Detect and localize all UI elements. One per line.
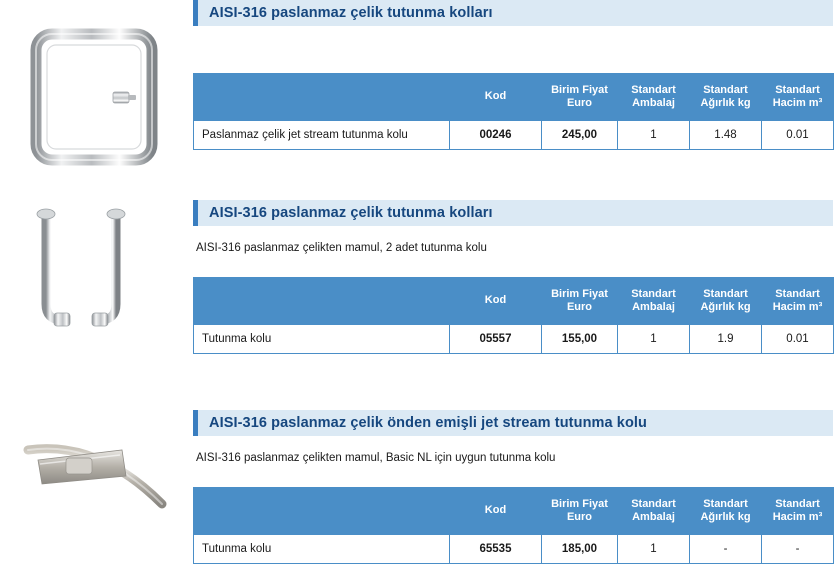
col-header-price-line2: Euro bbox=[566, 301, 593, 313]
section-title: AISI-316 paslanmaz çelik tutunma kolları bbox=[193, 200, 833, 226]
table-header-row bbox=[194, 278, 834, 325]
col-header-pack-line2: Ambalaj bbox=[632, 301, 675, 313]
cell-code: 65535 bbox=[450, 535, 542, 564]
col-header-price bbox=[542, 74, 618, 121]
col-header-price-line2: Euro bbox=[566, 97, 593, 109]
col-header-pack bbox=[618, 278, 690, 325]
price-table bbox=[193, 487, 834, 564]
col-header-weight-line1: Standart bbox=[703, 83, 748, 96]
col-header-name bbox=[194, 74, 450, 121]
col-header-price-line1: Birim Fiyat bbox=[551, 497, 608, 510]
cell-volume: 0.01 bbox=[762, 121, 834, 150]
cell-pack: 1 bbox=[618, 121, 690, 150]
col-header-volume bbox=[762, 488, 834, 535]
product-image-pair-of-grab-bars bbox=[10, 200, 185, 363]
col-header-price bbox=[542, 488, 618, 535]
col-header-pack-line1: Standart bbox=[631, 287, 676, 300]
product-image-front-suction-jet-stream-handle bbox=[10, 420, 185, 533]
section-subtitle: AISI-316 paslanmaz çelikten mamul, Basic NL için uygun tutunma kolu bbox=[196, 452, 556, 464]
price-table bbox=[193, 277, 834, 354]
col-header-pack-line1: Standart bbox=[631, 497, 676, 510]
col-header-name bbox=[194, 488, 450, 535]
col-header-volume-line2: Hacim m³ bbox=[772, 511, 823, 523]
section-content bbox=[193, 0, 833, 150]
cell-price: 155,00 bbox=[542, 325, 618, 354]
cell-pack: 1 bbox=[618, 325, 690, 354]
cell-weight: 1.48 bbox=[690, 121, 762, 150]
col-header-price-line2: Euro bbox=[566, 511, 593, 523]
section-content bbox=[193, 410, 833, 564]
section-subtitle: AISI-316 paslanmaz çelikten mamul, 2 adet tutunma kolu bbox=[196, 242, 487, 254]
col-header-volume bbox=[762, 74, 834, 121]
col-header-volume-line2: Hacim m³ bbox=[772, 301, 823, 313]
col-header-weight bbox=[690, 488, 762, 535]
col-header-pack bbox=[618, 488, 690, 535]
cell-price: 185,00 bbox=[542, 535, 618, 564]
col-header-volume-line1: Standart bbox=[775, 497, 820, 510]
section-title: AISI-316 paslanmaz çelik tutunma kolları bbox=[193, 0, 833, 26]
col-header-pack bbox=[618, 74, 690, 121]
col-header-price bbox=[542, 278, 618, 325]
col-header-weight bbox=[690, 278, 762, 325]
cell-volume: - bbox=[762, 535, 834, 564]
col-header-code: Kod bbox=[450, 278, 542, 325]
section-title: AISI-316 paslanmaz çelik önden emişli jet stream tutunma kolu bbox=[193, 410, 833, 436]
pair-of-grab-bars-photo bbox=[10, 200, 185, 360]
col-header-code: Kod bbox=[450, 488, 542, 535]
cell-weight: - bbox=[690, 535, 762, 564]
cell-volume: 0.01 bbox=[762, 325, 834, 354]
cell-pack: 1 bbox=[618, 535, 690, 564]
col-header-weight-line1: Standart bbox=[703, 287, 748, 300]
cell-weight: 1.9 bbox=[690, 325, 762, 354]
table-header-row bbox=[194, 488, 834, 535]
col-header-volume bbox=[762, 278, 834, 325]
col-header-volume-line2: Hacim m³ bbox=[772, 97, 823, 109]
front-suction-jet-stream-handle-photo bbox=[10, 420, 185, 530]
cell-product-name: Tutunma kolu bbox=[194, 325, 450, 354]
col-header-weight-line2: Ağırlık kg bbox=[700, 97, 751, 109]
col-header-weight-line1: Standart bbox=[703, 497, 748, 510]
rectangular-jet-stream-handle-photo bbox=[10, 18, 185, 178]
col-header-volume-line1: Standart bbox=[775, 83, 820, 96]
col-header-weight-line2: Ağırlık kg bbox=[700, 301, 751, 313]
table-row bbox=[194, 121, 834, 150]
col-header-name bbox=[194, 278, 450, 325]
col-header-weight bbox=[690, 74, 762, 121]
section-content bbox=[193, 200, 833, 354]
table-row bbox=[194, 325, 834, 354]
col-header-price-line1: Birim Fiyat bbox=[551, 287, 608, 300]
col-header-code: Kod bbox=[450, 74, 542, 121]
col-header-pack-line2: Ambalaj bbox=[632, 511, 675, 523]
cell-product-name: Paslanmaz çelik jet stream tutunma kolu bbox=[194, 121, 450, 150]
table-header-row bbox=[194, 74, 834, 121]
product-image-rectangular-jet-stream-handle bbox=[10, 18, 185, 181]
col-header-pack-line2: Ambalaj bbox=[632, 97, 675, 109]
cell-code: 05557 bbox=[450, 325, 542, 354]
cell-product-name: Tutunma kolu bbox=[194, 535, 450, 564]
col-header-pack-line1: Standart bbox=[631, 83, 676, 96]
col-header-volume-line1: Standart bbox=[775, 287, 820, 300]
table-row bbox=[194, 535, 834, 564]
cell-code: 00246 bbox=[450, 121, 542, 150]
col-header-price-line1: Birim Fiyat bbox=[551, 83, 608, 96]
cell-price: 245,00 bbox=[542, 121, 618, 150]
col-header-weight-line2: Ağırlık kg bbox=[700, 511, 751, 523]
price-table bbox=[193, 73, 834, 150]
